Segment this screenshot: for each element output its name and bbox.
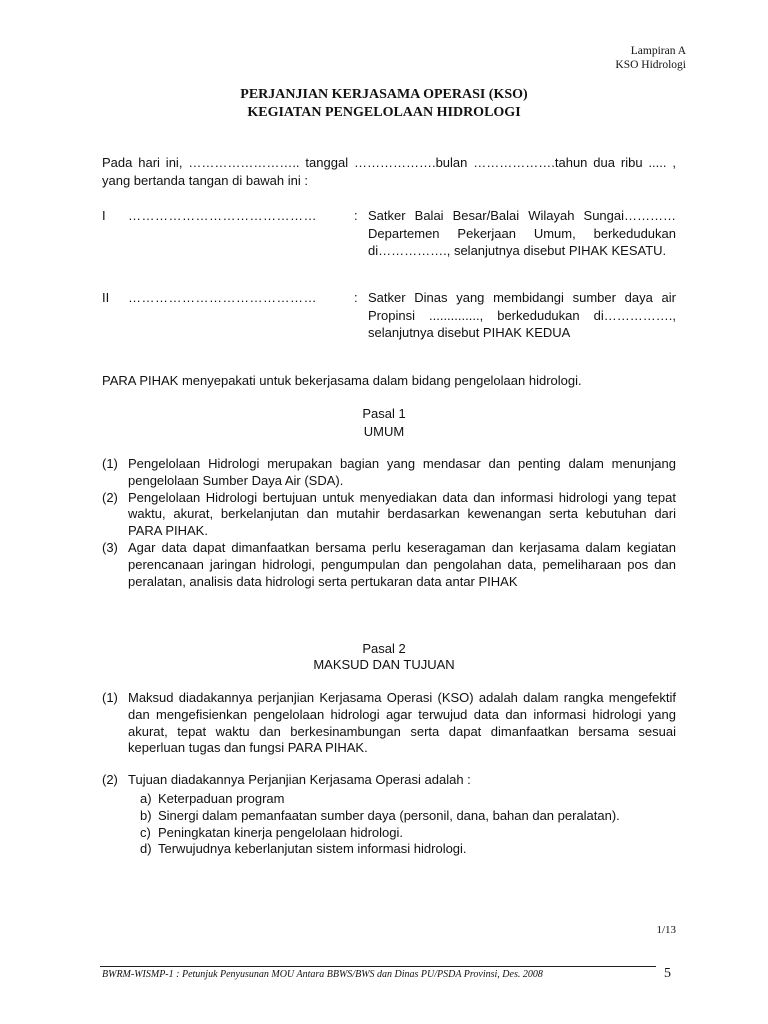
party-1-description: Satker Balai Besar/Balai Wilayah Sungai………… Departemen Pekerjaan Umum, berkedudukan di……………., selanjutnya disebut PIHAK KESATU.: [368, 208, 676, 258]
list-item: [102, 540, 676, 590]
list-item-text: Maksud diadakannya perjanjian Kerjasama Operasi (KSO) adalah dalam rangka mengefektif dan mengefisienkan pengelolaan hidrologi agar terwujud data dan informasi hidrologi yang akurat, tepat waktu dan berkesinambungan serta dapat dimanfaatkan bersama sesuai keperluan tugas dan fungsi PARA PIHAK.: [128, 690, 676, 756]
list-item-number: (1): [102, 690, 118, 705]
list-item-number: (2): [102, 489, 118, 505]
objective-item: [128, 841, 676, 858]
appendix-line-2: KSO Hidrologi: [615, 59, 686, 71]
party-1-number: I: [102, 208, 106, 223]
objective-letter: a): [140, 791, 152, 806]
objective-text: Terwujudnya keberlanjutan sistem informasi hidrologi.: [158, 841, 467, 857]
pasal-2-list-2: [102, 772, 676, 789]
party-2-number: II: [102, 290, 110, 305]
party-2-blank: ……………………………………: [128, 290, 317, 305]
list-item: [102, 456, 676, 490]
list-item-number: (3): [102, 539, 118, 555]
list-item: [102, 772, 676, 789]
objectives-list: [128, 791, 676, 858]
list-item-number: (2): [102, 772, 118, 787]
objective-letter: d): [140, 841, 152, 857]
pasal-2-list-1: [102, 690, 676, 757]
list-item-text: Agar data dapat dimanfaatkan bersama perlu keseragaman dan kerjasama dalam kegiatan perencanaan jaringan hidrologi, pengumpulan dan pengolahan data, pemeliharaan pos dan peralatan, analisis data hidrologi serta pertukaran data antar PIHAK: [128, 539, 676, 589]
objective-item: [128, 791, 676, 808]
objective-text: Sinergi dalam pemanfaatan sumber daya (personil, dana, bahan dan peralatan).: [158, 807, 620, 823]
list-item: [102, 490, 676, 540]
list-item-text: Pengelolaan Hidrologi bertujuan untuk menyediakan data dan informasi hidrologi yang tepat waktu, akurat, berkelanjutan dan mutahir berdasarkan kewenangan serta kebutuhan dari PARA PIHAK.: [128, 489, 676, 539]
footer-divider: [100, 966, 656, 967]
footer-page-number: 5: [664, 966, 671, 981]
objective-letter: c): [140, 824, 151, 840]
title-line-2: KEGIATAN PENGELOLAAN HIDROLOGI: [247, 105, 521, 120]
pasal-2-label: Pasal 2: [362, 641, 406, 656]
list-item: [102, 690, 676, 757]
appendix-label: [615, 44, 686, 72]
pasal-1-label: Pasal 1: [362, 406, 406, 421]
intro-paragraph: Pada hari ini, …………………….. tanggal ……………….bulan ……………….tahun dua ribu ..... , yang bertanda tangan di bawah ini :: [102, 155, 676, 188]
objective-text: Keterpaduan program: [158, 791, 285, 806]
party-2-description: Satker Dinas yang membidangi sumber daya air Propinsi .............., berkedudukan di……………., selanjutnya disebut PIHAK KEDUA: [368, 290, 676, 340]
document-title: [0, 86, 768, 122]
objective-letter: b): [140, 807, 152, 823]
party-1-colon: :: [354, 208, 358, 223]
appendix-line-1: Lampiran A: [630, 45, 686, 57]
objective-text: Peningkatan kinerja pengelolaan hidrologi.: [158, 824, 404, 840]
party-1-blank: ……………………………………: [128, 208, 317, 223]
title-line-1: PERJANJIAN KERJASAMA OPERASI (KSO): [240, 87, 528, 102]
agreement-statement: PARA PIHAK menyepakati untuk bekerjasama dalam bidang pengelolaan hidrologi.: [102, 373, 582, 388]
pasal-1-heading: UMUM: [363, 424, 405, 439]
list-item-number: (1): [102, 456, 118, 471]
objective-item: [128, 825, 676, 842]
page-counter: 1/13: [656, 924, 676, 936]
party-2-colon: :: [354, 290, 358, 305]
objective-item: [128, 808, 676, 825]
footer-text: BWRM-WISMP-1 : Petunjuk Penyusunan MOU Antara BBWS/BWS dan Dinas PU/PSDA Provinsi, Des. 2008: [102, 969, 543, 980]
pasal-1-list: [102, 456, 676, 590]
list-item-text: Pengelolaan Hidrologi merupakan bagian yang mendasar dan penting dalam menunjang pengelolaan Sumber Daya Air (SDA).: [128, 456, 676, 488]
pasal-2-heading: MAKSUD DAN TUJUAN: [313, 657, 455, 672]
list-item-text: Tujuan diadakannya Perjanjian Kerjasama Operasi adalah :: [128, 772, 471, 787]
